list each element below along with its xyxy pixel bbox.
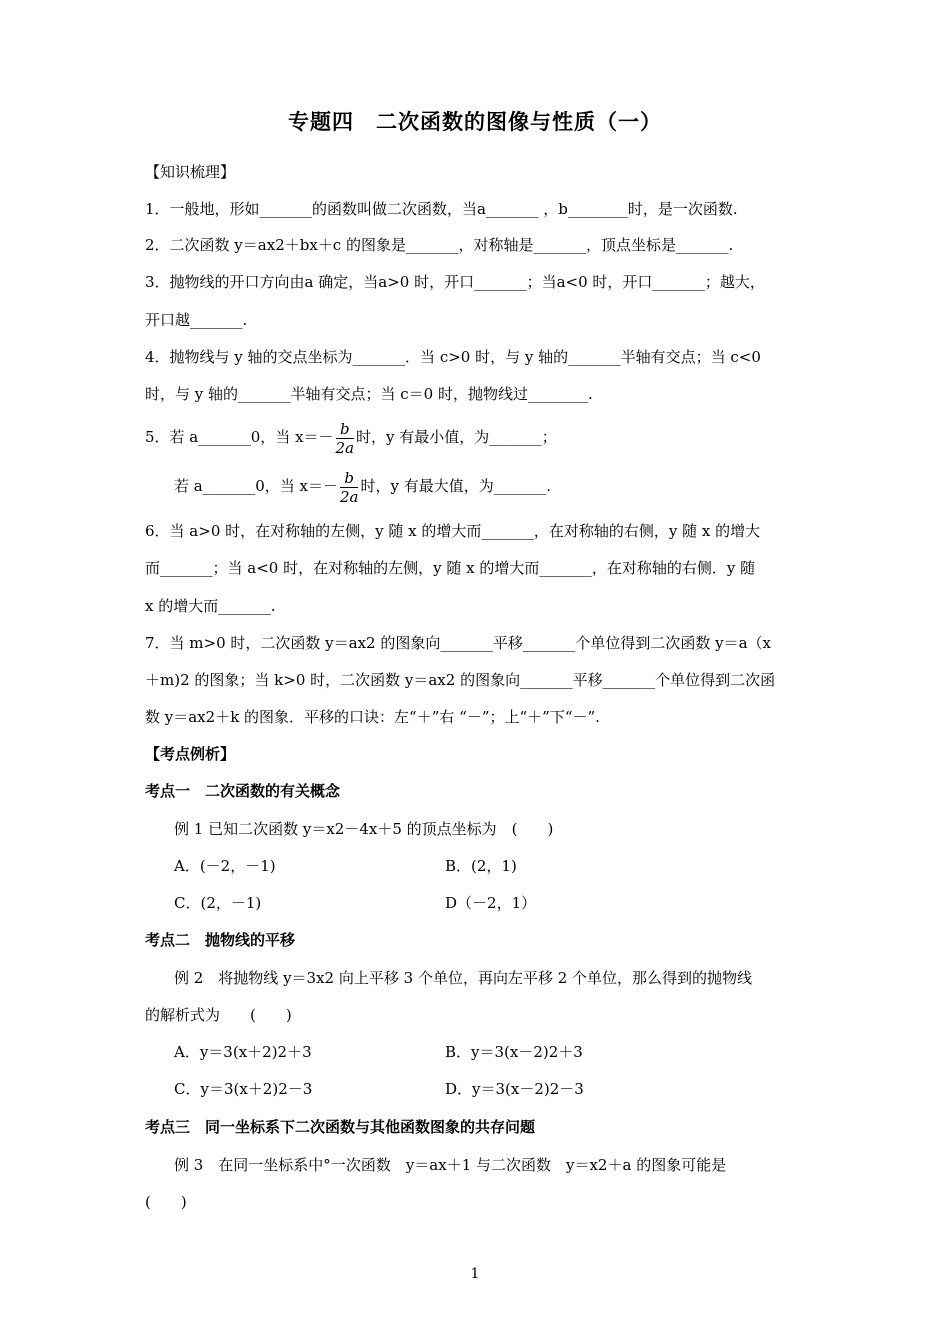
example-1-option-a: A．(－2，－1) <box>174 857 276 875</box>
knowledge-item-2: 2．二次函数 y＝ax2＋bx＋c 的图象是_______，对称轴是_______，顶点坐标是_______. <box>145 236 734 254</box>
example-1-option-b: B．(2，1) <box>445 857 517 875</box>
knowledge-item-4-line2: 时，与 y 轴的_______半轴有交点；当 c＝0 时，抛物线过________. <box>145 385 593 403</box>
knowledge-item-7-line1: 7．当 m>0 时，二次函数 y＝ax2 的图象向_______平移_______个单位得到二次函数 y＝a（x <box>145 634 772 652</box>
fraction-denominator: 2a <box>335 438 355 457</box>
page-title: 专题四 二次函数的图像与性质（一） <box>288 110 662 134</box>
fraction-numerator: b <box>336 420 355 439</box>
example-3-question-line2: ( ) <box>145 1193 187 1211</box>
example-2-question-line1: 例 2 将抛物线 y＝3x2 向上平移 3 个单位，再向左平移 2 个单位，那么得到的抛物线 <box>174 969 753 987</box>
example-2-question-line2: 的解析式为 ( ) <box>145 1006 292 1024</box>
k5b-suffix: 时，y 有最大值，为_______. <box>360 477 551 495</box>
fraction-b-over-2a <box>336 420 355 457</box>
example-1-option-c: C．(2，－1) <box>174 894 262 912</box>
fraction-numerator: b <box>340 469 359 488</box>
fraction-denominator: 2a <box>339 487 359 506</box>
example-1-question: 例 1 已知二次函数 y＝x2－4x＋5 的顶点坐标为 ( ) <box>174 820 554 838</box>
k5a-prefix: 5．若 a_______0，当 x＝－ <box>145 428 334 446</box>
knowledge-item-7-line2: ＋m)2 的图象；当 k>0 时，二次函数 y＝ax2 的图象向_______平移_______个单位得到二次函 <box>145 671 776 689</box>
example-2-option-a: A．y＝3(x＋2)2＋3 <box>174 1043 312 1061</box>
example-2-option-c: C．y＝3(x＋2)2－3 <box>174 1080 313 1098</box>
topic-heading-3: 考点三 同一坐标系下二次函数与其他函数图象的共存问题 <box>145 1118 536 1136</box>
example-1-option-d: D（－2，1） <box>445 894 537 912</box>
page-number: 1 <box>470 1266 480 1282</box>
knowledge-item-4-line1: 4．抛物线与 y 轴的交点坐标为_______．当 c>0 时，与 y 轴的_______半轴有交点；当 c<0 <box>145 348 761 366</box>
knowledge-item-6-line1: 6．当 a>0 时，在对称轴的左侧，y 随 x 的增大而_______，在对称轴的右侧，y 随 x 的增大 <box>145 522 761 540</box>
knowledge-item-7-line3: 数 y＝ax2＋k 的图象．平移的口诀：左“＋”右 “－”；上“＋”下“－”. <box>145 708 600 726</box>
topic-heading-2: 考点二 抛物线的平移 <box>145 931 296 949</box>
fraction-b-over-2a <box>340 469 359 506</box>
k5a-suffix: 时，y 有最小值，为_______； <box>356 428 557 446</box>
knowledge-item-5-line1 <box>145 418 810 457</box>
knowledge-item-3-line2: 开口越_______. <box>145 311 248 329</box>
topic-heading-1: 考点一 二次函数的有关概念 <box>145 782 341 800</box>
knowledge-item-6-line3: x 的增大而_______. <box>145 597 276 615</box>
example-2-option-d: D．y＝3(x－2)2－3 <box>445 1080 584 1098</box>
knowledge-item-5-line2 <box>174 467 839 506</box>
knowledge-item-6-line2: 而_______；当 a<0 时，在对称轴的左侧，y 随 x 的增大而_______，在对称轴的右侧．y 随 <box>145 559 756 577</box>
section-heading-knowledge: 【知识梳理】 <box>145 163 236 181</box>
knowledge-item-3-line1: 3．抛物线的开口方向由a 确定，当a>0 时，开口_______；当a<0 时，开口_______；越大， <box>145 273 765 291</box>
knowledge-item-1: 1．一般地，形如_______的函数叫做二次函数，当a_______ ，b________时，是一次函数. <box>145 200 738 218</box>
section-heading-examples: 【考点例析】 <box>145 745 236 763</box>
example-3-question-line1: 例 3 在同一坐标系中°一次函数 y＝ax＋1 与二次函数 y＝x2＋a 的图象可能是 <box>174 1156 727 1174</box>
k5b-prefix: 若 a_______0，当 x＝－ <box>174 477 338 495</box>
example-2-option-b: B．y＝3(x－2)2＋3 <box>445 1043 583 1061</box>
